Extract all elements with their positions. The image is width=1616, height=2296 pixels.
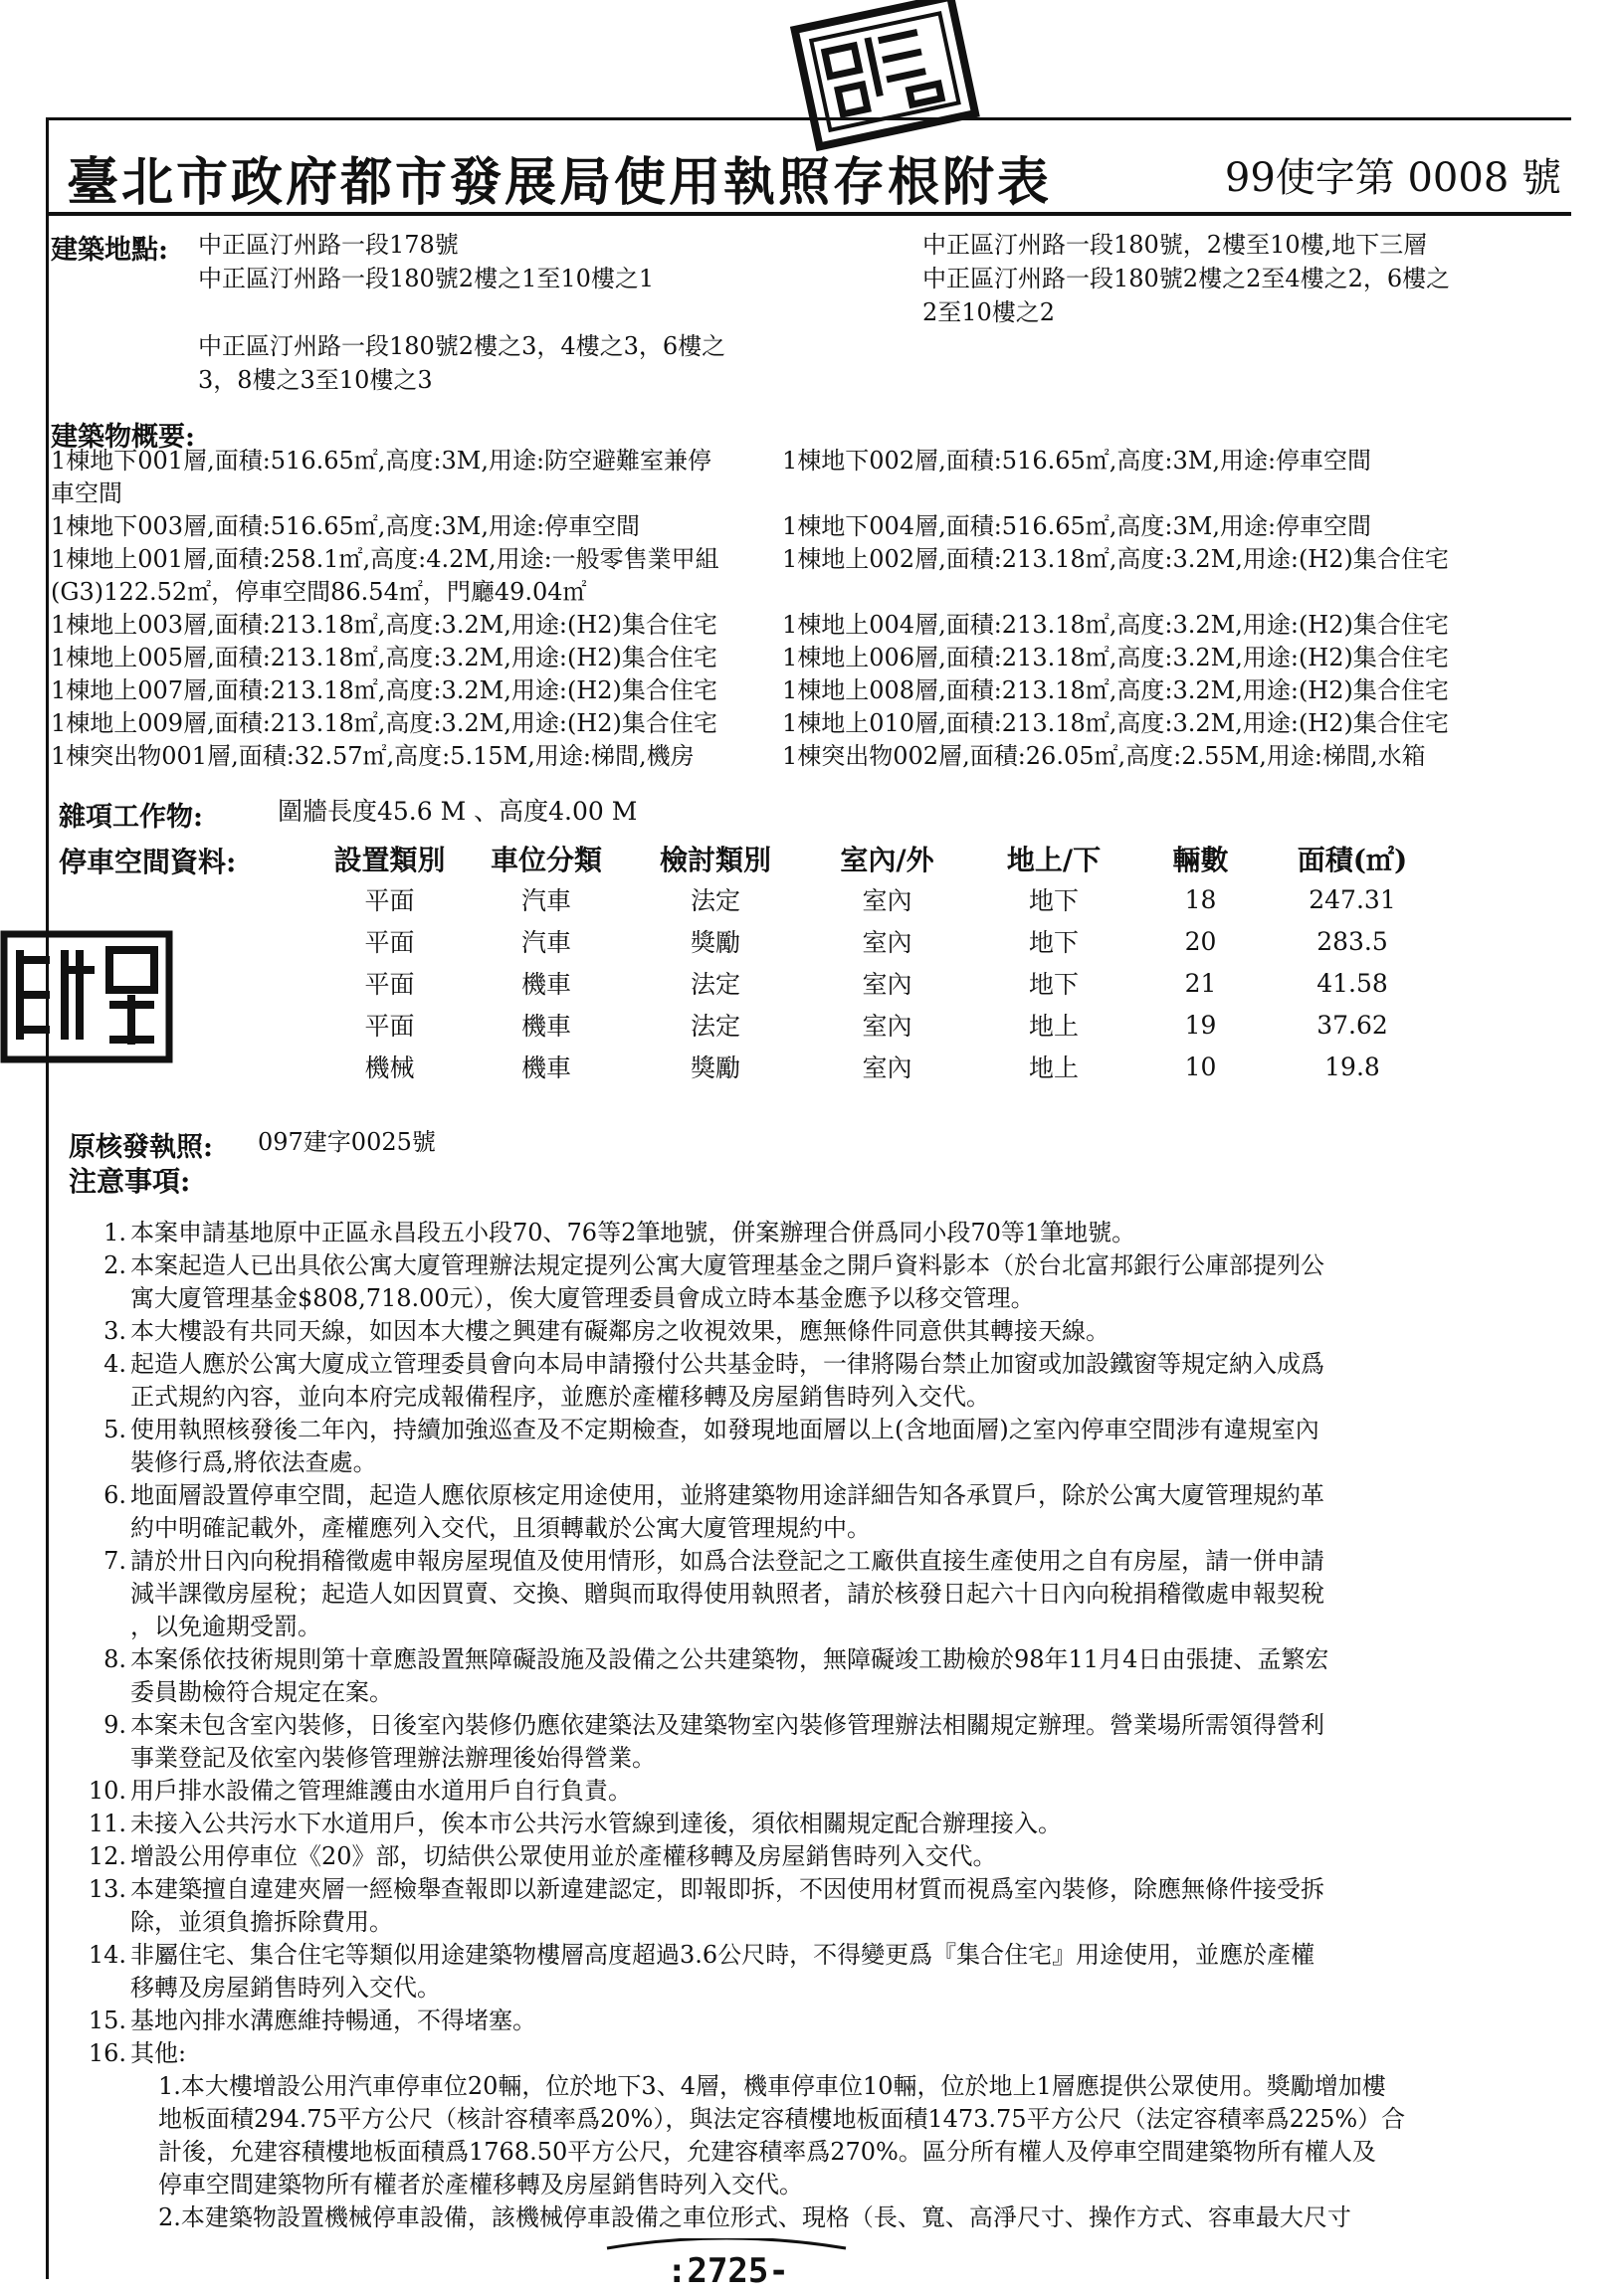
note-number — [87, 1512, 130, 1545]
table-row — [317, 1046, 1437, 1087]
note-item — [87, 1315, 1559, 1348]
document-header — [49, 120, 1571, 216]
site-label: 建築地點: — [51, 235, 168, 266]
note-text: ，以免逾期受罰。 — [130, 1613, 321, 1640]
notes-label: 注意事項: — [69, 1165, 191, 1198]
note-text: 未接入公共污水下水道用戶，俟本市公共污水管線到達後，須依相關規定配合辦理接入。 — [130, 1810, 1062, 1837]
note-number — [87, 1742, 130, 1775]
floor-entry: 1棟地上010層,面積:213.18㎡,高度:3.2M,用途:(H2)集合住宅 — [782, 709, 1449, 737]
floor-row — [51, 609, 1563, 642]
note-item — [87, 1808, 1559, 1840]
note-text: 使用執照核發後二年內，持續加強巡查及不定期檢查，如發現地面層以上(含地面層)之室內停車空間涉有違規室內 — [130, 1416, 1319, 1443]
cell: 19 — [1184, 1010, 1217, 1040]
floor-row — [51, 478, 1563, 510]
column-header: 車位分類 — [490, 844, 602, 876]
note-item — [87, 2005, 1559, 2037]
note-subitem: 停車空間建築物所有權者於產權移轉及房屋銷售時列入交代。 — [158, 2171, 803, 2199]
note-text: 事業登記及依室內裝修管理辦法辦理後始得營業。 — [130, 1744, 656, 1772]
cell: 地下 — [1028, 928, 1079, 957]
note-subitem: 地板面積294.75平方公尺（核計容積率爲20%），與法定容積樓地板面積1473.75平方公尺（法定容積率爲225%）合 — [158, 2105, 1406, 2133]
misc-works-value: 圍牆長度45.6 M 、高度4.00 M — [278, 797, 638, 826]
floor-entry: 1棟突出物002層,面積:26.05㎡,高度:2.55M,用途:梯間,水箱 — [782, 742, 1426, 770]
floor-entry: 1棟地上009層,面積:213.18㎡,高度:3.2M,用途:(H2)集合住宅 — [51, 709, 717, 737]
note-item — [87, 1939, 1559, 1972]
table-row — [317, 962, 1437, 1004]
document-title: 臺北市政府都市發展局使用執照存根附表 — [67, 152, 1053, 213]
note-text: 除，並須負擔拆除費用。 — [130, 1908, 393, 1936]
note-item — [87, 1611, 1559, 1643]
address-line: 3，8樓之3至10樓之3 — [198, 366, 433, 394]
note-number: 2. — [103, 1251, 126, 1279]
note-text: 本案係依技術規則第十章應設置無障礙設施及設備之公共建築物，無障礙竣工勘檢於98年11月4日由張捷、孟繁宏 — [130, 1645, 1329, 1673]
note-text: 用戶排水設備之管理維護由水道用戶自行負責。 — [130, 1777, 632, 1805]
floor-entry: 1棟地上005層,面積:213.18㎡,高度:3.2M,用途:(H2)集合住宅 — [51, 644, 717, 671]
floor-entry — [782, 478, 1514, 510]
address-line: 中正區汀州路一段180號2樓之3，4樓之3，6樓之 — [198, 332, 726, 360]
note-item — [87, 1446, 1559, 1479]
note-text: 移轉及房屋銷售時列入交代。 — [130, 1974, 441, 2002]
note-text: 非屬住宅、集合住宅等類似用途建築物樓層高度超過3.6公尺時，不得變更爲『集合住宅』用途使用，並應於產權 — [130, 1941, 1315, 1969]
cell: 法定 — [690, 970, 740, 999]
floor-overview — [51, 445, 1563, 773]
cell: 地下 — [1028, 886, 1079, 915]
note-subitem: 2.本建築物設置機械停車設備，該機械停車設備之車位形式、現格（長、寬、高淨尺寸、操作方式、容車最大尺寸 — [158, 2203, 1351, 2231]
column-header: 設置類別 — [333, 844, 446, 876]
cell: 地上 — [1028, 1012, 1079, 1041]
note-item — [87, 1578, 1559, 1611]
note-number: 4. — [103, 1350, 126, 1378]
note-number: 16. — [88, 2039, 126, 2067]
floor-row — [51, 642, 1563, 674]
note-text: 本案未包含室內裝修，日後室內裝修仍應依建築法及建築物室內裝修管理辦法相關規定辦理。營業場所需領得營利 — [130, 1711, 1324, 1739]
note-text: 其他: — [130, 2039, 187, 2067]
note-item — [87, 1249, 1559, 1282]
floor-entry: 1棟地下002層,面積:516.65㎡,高度:3M,用途:停車空間 — [782, 447, 1372, 475]
note-item — [87, 1217, 1559, 1249]
note-item — [87, 1643, 1559, 1676]
note-number: 9. — [103, 1711, 126, 1739]
note-number: 15. — [88, 2007, 126, 2034]
cell: 室內 — [862, 1053, 912, 1082]
column-header: 面積(㎡) — [1297, 844, 1408, 876]
permit-number: 99使字第 0008 號 — [1224, 155, 1561, 201]
floor-row — [51, 674, 1563, 707]
cell: 平面 — [364, 970, 415, 999]
cell: 室內 — [862, 928, 912, 957]
parking-label: 停車空間資料: — [59, 846, 237, 878]
floor-entry: 1棟地上002層,面積:213.18㎡,高度:3.2M,用途:(H2)集合住宅 — [782, 545, 1449, 573]
note-number: 1. — [103, 1219, 126, 1246]
note-number — [87, 1381, 130, 1414]
note-text: 委員勘檢符合規定在案。 — [130, 1678, 393, 1706]
column-header: 室內/外 — [840, 844, 934, 876]
cell: 19.8 — [1324, 1052, 1380, 1081]
floor-entry: 1棟地上001層,面積:258.1㎡,高度:4.2M,用途:一般零售業甲組 — [51, 545, 719, 573]
note-item — [87, 1742, 1559, 1775]
address-line: 中正區汀州路一段180號2樓之1至10樓之1 — [198, 265, 655, 292]
floor-entry: 1棟地下003層,面積:516.65㎡,高度:3M,用途:停車空間 — [51, 512, 641, 540]
note-text: 本案起造人已出具依公寓大廈管理辦法規定提列公寓大廈管理基金之開戶資料影本（於台北富邦銀行公庫部提列公 — [130, 1251, 1324, 1279]
note-text: 本大樓設有共同天線，如因本大樓之興建有礙鄰房之收視效果，應無條件同意供其轉接天線。 — [130, 1317, 1110, 1345]
note-number: 13. — [88, 1875, 126, 1903]
cell: 法定 — [690, 886, 740, 915]
cell: 室內 — [862, 886, 912, 915]
floor-entry: 1棟地上006層,面積:213.18㎡,高度:3.2M,用途:(H2)集合住宅 — [782, 644, 1449, 671]
column-header: 輛數 — [1172, 844, 1229, 876]
floor-row — [51, 445, 1563, 478]
permit-document — [46, 117, 1571, 2279]
receipt-seal — [597, 2238, 856, 2296]
notes-list — [87, 1217, 1559, 2234]
original-permit-label: 原核發執照: — [69, 1132, 213, 1163]
cell: 地下 — [1028, 970, 1079, 999]
address-line: 中正區汀州路一段178號 — [198, 231, 459, 259]
note-number — [87, 1578, 130, 1611]
address-line — [198, 295, 815, 329]
note-item — [87, 1906, 1559, 1939]
cell: 平面 — [364, 1012, 415, 1041]
cell: 21 — [1184, 968, 1217, 998]
note-text: 地面層設置停車空間，起造人應依原核定用途使用，並將建築物用途詳細告知各承買戶，除於公寓大廈管理規約革 — [130, 1481, 1324, 1509]
note-number — [87, 1282, 130, 1315]
note-item — [87, 1775, 1559, 1808]
note-text: 請於卅日內向稅捐稽徵處申報房屋現值及使用情形，如爲合法登記之工廠供直接生產使用之自有房屋，請一併申請 — [130, 1547, 1324, 1575]
note-number: 7. — [103, 1547, 126, 1575]
note-subitem: 計後，允建容積樓地板面積爲1768.50平方公尺，允建容積率爲270%。區分所有權人及停車空間建築物所有權人及 — [158, 2138, 1376, 2166]
note-number: 3. — [103, 1317, 126, 1345]
overview-label: 建築物概要: — [51, 422, 195, 453]
original-permit-value: 097建字0025號 — [258, 1128, 436, 1156]
note-text: 正式規約內容，並向本府完成報備程序，並應於產權移轉及房屋銷售時列入交代。 — [130, 1383, 990, 1411]
floor-entry: 1棟地上004層,面積:213.18㎡,高度:3.2M,用途:(H2)集合住宅 — [782, 611, 1449, 639]
floor-row — [51, 740, 1563, 773]
cell: 平面 — [364, 928, 415, 957]
note-item — [87, 1972, 1559, 2005]
note-item — [87, 1676, 1559, 1709]
address-line: 中正區汀州路一段180號2樓之2至4樓之2，6樓之 — [922, 265, 1451, 292]
note-text: 寓大廈管理基金$808,718.00元），俟大廈管理委員會成立時本基金應予以移交管理。 — [130, 1284, 1035, 1312]
cell: 20 — [1184, 926, 1217, 956]
note-text: 裝修行爲,將依法查處。 — [130, 1448, 377, 1476]
note-number — [87, 1906, 130, 1939]
note-number: 8. — [103, 1645, 126, 1673]
cell: 汽車 — [520, 928, 571, 957]
cell: 室內 — [862, 970, 912, 999]
cell: 室內 — [862, 1012, 912, 1041]
floor-entry: 1棟地下004層,面積:516.65㎡,高度:3M,用途:停車空間 — [782, 512, 1372, 540]
column-header: 檢討類別 — [659, 844, 771, 876]
site-address-left — [198, 228, 815, 397]
floor-row — [51, 543, 1563, 576]
note-text: 本建築擅自違建夾層一經檢舉查報即以新違建認定，即報即拆，不因使用材質而視爲室內裝修，除應無條件接受拆 — [130, 1875, 1324, 1903]
floor-entry: 1棟地上008層,面積:213.18㎡,高度:3.2M,用途:(H2)集合住宅 — [782, 676, 1449, 704]
table-row — [317, 878, 1437, 920]
note-item — [87, 1512, 1559, 1545]
note-item — [87, 1414, 1559, 1446]
note-item — [87, 1381, 1559, 1414]
note-number: 12. — [88, 1842, 126, 1870]
cell: 機車 — [520, 1053, 571, 1082]
floor-entry: (G3)122.52㎡，停車空間86.54㎡，門廳49.04㎡ — [51, 578, 587, 606]
note-number — [87, 1446, 130, 1479]
note-text: 約中明確記載外，產權應列入交代，且須轉載於公寓大廈管理規約中。 — [130, 1514, 871, 1542]
note-item — [87, 1709, 1559, 1742]
note-item — [87, 1545, 1559, 1578]
cell: 獎勵 — [690, 928, 740, 957]
address-line: 2至10樓之2 — [922, 298, 1056, 326]
cell: 平面 — [364, 886, 415, 915]
note-number: 14. — [88, 1941, 126, 1969]
note-text: 基地內排水溝應維持暢通，不得堵塞。 — [130, 2007, 536, 2034]
note-number: 11. — [88, 1810, 126, 1837]
note-item — [87, 1348, 1559, 1381]
floor-row — [51, 707, 1563, 740]
note-item — [87, 1840, 1559, 1873]
parking-table-header — [317, 839, 1437, 878]
note-item — [87, 2037, 1559, 2070]
cell: 機車 — [520, 1012, 571, 1041]
cell: 18 — [1184, 884, 1217, 914]
table-row — [317, 1004, 1437, 1046]
note-number: 6. — [103, 1481, 126, 1509]
note-item — [87, 1873, 1559, 1906]
note-number — [87, 1611, 130, 1643]
floor-entry: 1棟地上007層,面積:213.18㎡,高度:3.2M,用途:(H2)集合住宅 — [51, 676, 717, 704]
note-text: 減半課徵房屋稅；起造人如因買賣、交換、贈與而取得使用執照者，請於核發日起六十日內向稅捐稽徵處申報契稅 — [130, 1580, 1324, 1608]
address-line: 中正區汀州路一段180號，2樓至10樓,地下三層 — [922, 231, 1428, 259]
note-text: 本案申請基地原中正區永昌段五小段70、76等2筆地號，併案辦理合併爲同小段70等1筆地號。 — [130, 1219, 1136, 1246]
note-subitem: 1.本大樓增設公用汽車停車位20輛，位於地下3、4層，機車停車位10輛，位於地上1層應提供公眾使用。獎勵增加樓 — [158, 2072, 1386, 2100]
site-address-right — [922, 228, 1559, 329]
floor-entry: 1棟地下001層,面積:516.65㎡,高度:3M,用途:防空避難室兼停 — [51, 447, 712, 475]
floor-entry: 車空間 — [51, 479, 122, 507]
floor-entry — [782, 576, 1514, 609]
note-number: 10. — [88, 1777, 126, 1805]
floor-entry: 1棟突出物001層,面積:32.57㎡,高度:5.15M,用途:梯間,機房 — [51, 742, 695, 770]
cell: 地上 — [1028, 1053, 1079, 1082]
seal-number: :2725- — [667, 2251, 789, 2291]
cell: 41.58 — [1316, 968, 1388, 998]
parking-table — [317, 839, 1437, 1087]
floor-row — [51, 576, 1563, 609]
note-text: 增設公用停車位《20》部，切結供公眾使用並於產權移轉及房屋銷售時列入交代。 — [130, 1842, 997, 1870]
table-row — [317, 920, 1437, 962]
note-number — [87, 1972, 130, 2005]
cell: 獎勵 — [690, 1053, 740, 1082]
cell: 法定 — [690, 1012, 740, 1041]
note-item — [87, 1282, 1559, 1315]
cell: 機車 — [520, 970, 571, 999]
misc-works-label: 雜項工作物: — [59, 802, 203, 833]
cell: 37.62 — [1316, 1010, 1388, 1040]
column-header: 地上/下 — [1006, 844, 1102, 876]
cell: 247.31 — [1309, 884, 1396, 914]
note-item — [87, 1479, 1559, 1512]
cell: 機械 — [364, 1053, 415, 1082]
cell: 283.5 — [1316, 926, 1388, 956]
note-number: 5. — [103, 1416, 126, 1443]
floor-row — [51, 510, 1563, 543]
floor-entry: 1棟地上003層,面積:213.18㎡,高度:3.2M,用途:(H2)集合住宅 — [51, 611, 717, 639]
note-number — [87, 1676, 130, 1709]
note-text: 起造人應於公寓大廈成立管理委員會向本局申請撥付公共基金時，一律將陽台禁止加窗或加設鐵窗等規定納入成爲 — [130, 1350, 1324, 1378]
cell: 10 — [1184, 1052, 1217, 1081]
cell: 汽車 — [520, 886, 571, 915]
